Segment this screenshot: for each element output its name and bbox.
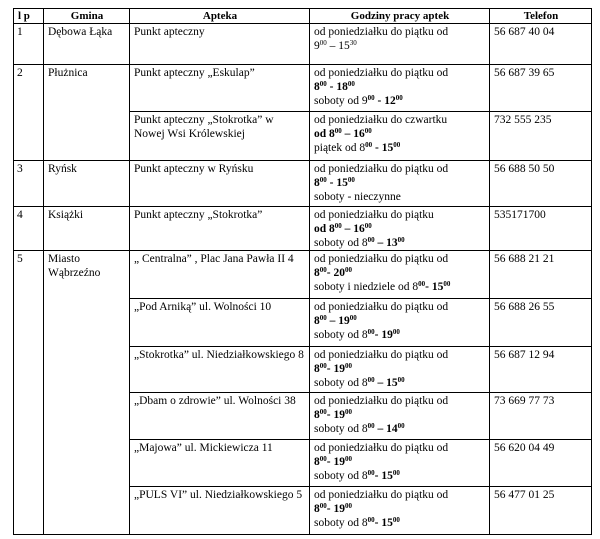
hours-line: od poniedziałku do czwartku — [314, 114, 448, 126]
phone-cell: 56 688 50 50 — [490, 161, 592, 207]
col-header-gmina: Gmina — [44, 9, 130, 24]
hours-line: $8^{00}-$ $20^{00}$ — [314, 266, 352, 279]
hours-cell — [310, 393, 490, 440]
apteka-cell: „PULS VI” ul. Niedziałkowskiego 5 — [130, 487, 310, 535]
row-number: 2 — [14, 65, 44, 161]
row-number: 3 — [14, 161, 44, 207]
hours-line: soboty od $8^{00}-$ $15^{00}$ — [314, 469, 400, 482]
hours-line: piątek od $8^{00} - 15^{00}$ — [314, 141, 401, 154]
hours-line: $8^{00} - 18^{00}$ — [314, 80, 355, 93]
row-number: 1 — [14, 24, 44, 65]
row-number: 5 — [14, 251, 44, 535]
hours-line: od poniedziałku do piątku od — [314, 163, 449, 175]
hours-cell — [310, 161, 490, 207]
apteka-cell: Punkt apteczny w Ryńsku — [130, 161, 310, 207]
hours-line: soboty od $8^{00}-$ $19^{00}$ — [314, 328, 400, 341]
phone-cell: 56 477 01 25 — [490, 487, 592, 535]
apteka-cell: Punkt apteczny „Eskulap” — [130, 65, 310, 112]
col-header-apteka: Apteka — [130, 9, 310, 24]
apteka-cell: „Pod Arniką” ul. Wolności 10 — [130, 299, 310, 347]
apteka-cell: Punkt apteczny „Stokrotka” — [130, 207, 310, 251]
hours-line: $8^{00} - 19^{00}$ — [314, 314, 357, 327]
phone-cell: 56 687 12 94 — [490, 347, 592, 393]
hours-line: od poniedziałku do piątku od — [314, 301, 449, 313]
hours-line: od poniedziałku do piątku od — [314, 349, 449, 361]
hours-cell — [310, 440, 490, 487]
hours-line: $8^{00}-$ $19^{00}$ — [314, 408, 352, 421]
hours-cell — [310, 207, 490, 251]
apteka-cell: Punkt apteczny — [130, 24, 310, 65]
table-row — [14, 65, 592, 112]
hours-line: soboty - nieczynne — [314, 191, 401, 203]
table-row — [14, 251, 592, 299]
hours-cell — [310, 251, 490, 299]
col-header-godziny: Godziny pracy aptek — [310, 9, 490, 24]
apteka-cell: „Majowa” ul. Mickiewicza 11 — [130, 440, 310, 487]
phone-cell: 56 687 40 04 — [490, 24, 592, 65]
hours-line: soboty od $8^{00} - 15^{00}$ — [314, 376, 405, 389]
table-row — [14, 207, 592, 251]
col-header-telefon: Telefon — [490, 9, 592, 24]
gmina-cell: Dębowa Łąka — [44, 24, 130, 65]
gmina-cell: Książki — [44, 207, 130, 251]
gmina-cell: Miasto Wąbrzeźno — [44, 251, 130, 535]
row-number: 4 — [14, 207, 44, 251]
hours-line: od poniedziałku do piątku od — [314, 67, 449, 79]
hours-line: od poniedziałku do piątku od — [314, 26, 449, 38]
hours-line: $8^{00} - 15^{00}$ — [314, 176, 355, 189]
hours-line: $8^{00}-$ $19^{00}$ — [314, 362, 352, 375]
table-row — [14, 24, 592, 65]
hours-cell — [310, 24, 490, 65]
hours-cell — [310, 112, 490, 161]
phone-cell: 732 555 235 — [490, 112, 592, 161]
phone-cell: 56 687 39 65 — [490, 65, 592, 112]
apteka-cell: „Dbam o zdrowie” ul. Wolności 38 — [130, 393, 310, 440]
gmina-cell: Ryńsk — [44, 161, 130, 207]
hours-line: od poniedziałku do piątku od — [314, 395, 449, 407]
hours-cell — [310, 487, 490, 535]
hours-line: soboty od $8^{00}-$ $15^{00}$ — [314, 516, 400, 529]
table-header-row — [14, 9, 592, 24]
phone-cell: 56 620 04 49 — [490, 440, 592, 487]
apteka-cell: „Stokrotka” ul. Niedziałkowskiego 8 — [130, 347, 310, 393]
gmina-cell: Płużnica — [44, 65, 130, 161]
hours-line: od $8^{00} - 16^{00}$ — [314, 127, 372, 140]
pharmacy-hours-table — [13, 8, 592, 535]
hours-line: $8^{00}-$ $19^{00}$ — [314, 455, 352, 468]
hours-line: $8^{00}-$ $19^{00}$ — [314, 502, 352, 515]
hours-line: od poniedziałku do piątku od — [314, 253, 449, 265]
hours-cell — [310, 347, 490, 393]
hours-cell — [310, 299, 490, 347]
apteka-cell: „ Centralna” , Plac Jana Pawła II 4 — [130, 251, 310, 299]
phone-cell: 535171700 — [490, 207, 592, 251]
hours-line: od poniedziałku do piątku — [314, 209, 434, 221]
hours-line: soboty od $9^{00} - 12^{00}$ — [314, 94, 403, 107]
hours-line: soboty i niedziele od $8^{00}-$ $15^{00}$ — [314, 280, 451, 293]
apteka-cell: Punkt apteczny „Stokrotka” w Nowej Wsi Królewskiej — [130, 112, 310, 161]
table-row — [14, 161, 592, 207]
phone-cell: 56 688 26 55 — [490, 299, 592, 347]
hours-line: od poniedziałku do piątku od — [314, 442, 449, 454]
hours-line: $9^{00} - 15^{30}$ — [314, 39, 357, 52]
hours-line: soboty od $8^{00} - 13^{00}$ — [314, 236, 405, 249]
hours-line: od $8^{00} - 16^{00}$ — [314, 222, 372, 235]
hours-line: od poniedziałku do piątku od — [314, 489, 449, 501]
hours-line: soboty od $8^{00} - 14^{00}$ — [314, 422, 405, 435]
col-header-lp: l p — [14, 9, 44, 24]
phone-cell: 56 688 21 21 — [490, 251, 592, 299]
hours-cell — [310, 65, 490, 112]
phone-cell: 73 669 77 73 — [490, 393, 592, 440]
